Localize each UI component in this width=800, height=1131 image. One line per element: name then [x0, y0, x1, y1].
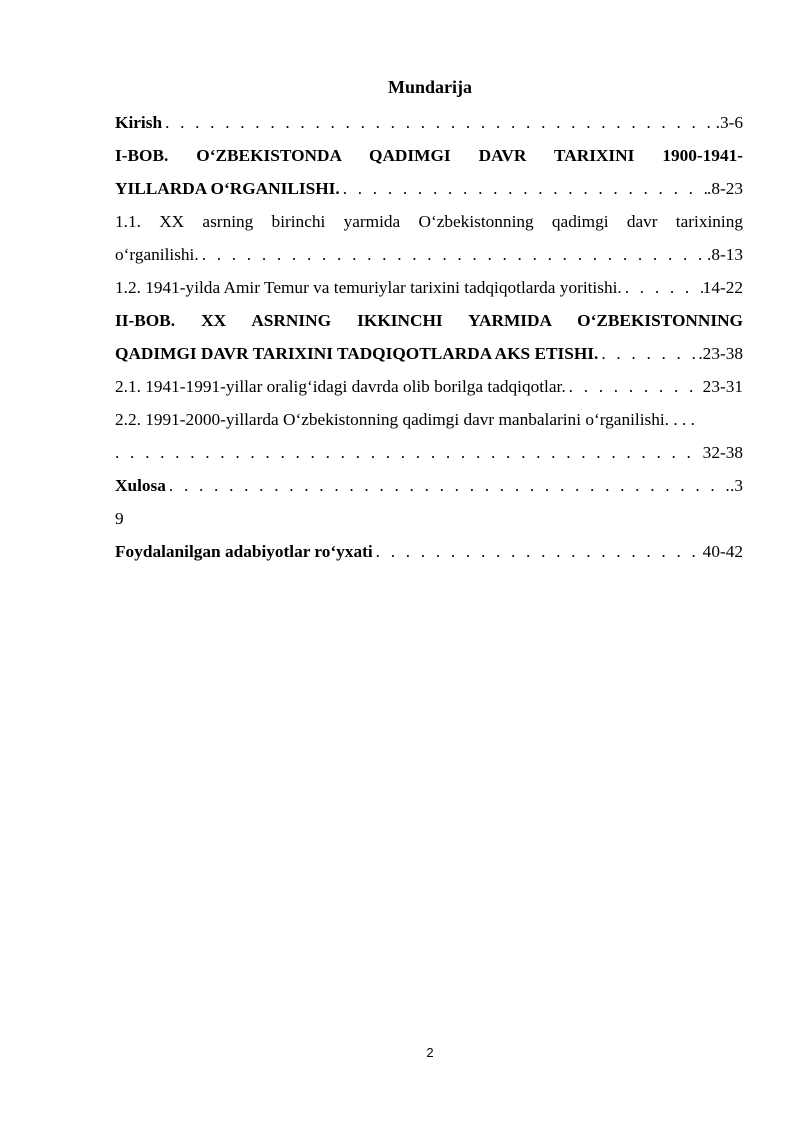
toc-page-number: 23-31: [702, 377, 743, 396]
dot-leader: [373, 535, 703, 568]
dot-leader: [115, 436, 703, 469]
toc-entry-label: Kirish: [115, 113, 163, 132]
toc-entry-label: Foydalanilgan adabiyotlar ro‘yxati: [115, 542, 373, 561]
toc-page-number: .3: [730, 476, 743, 495]
toc-page-number: 14-22: [702, 278, 743, 297]
toc-entry-chapter-2[interactable]: [115, 304, 743, 370]
toc-entry-chapter-1[interactable]: [115, 139, 743, 205]
toc-entry-section-2-1[interactable]: [115, 370, 743, 403]
toc-page-number: 32-38: [702, 443, 743, 462]
toc-entry-kirish[interactable]: [115, 106, 743, 139]
dot-leader: [566, 370, 703, 403]
page-number: 2: [426, 1045, 434, 1060]
toc-page-number: .3-6: [715, 113, 743, 132]
toc-entry-label-continued: o‘rganilishi.: [115, 245, 199, 264]
toc-entry-label: 2.2. 1991-2000-yillarda O‘zbekistonning qadimgi davr manbalarini o‘rganilishi. . . .: [115, 410, 695, 429]
toc-page-number: .23-38: [698, 344, 743, 363]
dot-leader: [340, 172, 707, 205]
toc-entry-label: 2.1. 1941-1991-yillar oralig‘idagi davrda olib borilga tadqiqotlar.: [115, 377, 566, 396]
toc-page-number-overflow: 9: [115, 509, 124, 528]
toc-page-number: .8-13: [707, 245, 743, 264]
toc-entry-xulosa[interactable]: [115, 469, 743, 535]
toc-page-number: .8-23: [707, 179, 743, 198]
toc-entry-label-continued: YILLARDA O‘RGANILISHI.: [115, 179, 340, 198]
toc-entry-label: 1.2. 1941-yilda Amir Temur va temuriylar tarixini tadqiqotlarda yoritishi.: [115, 278, 622, 297]
dot-leader: [166, 469, 730, 502]
toc-entry-section-2-2[interactable]: [115, 403, 743, 469]
toc-entry-bibliography[interactable]: [115, 535, 743, 568]
toc-entry-label: I-BOB. O‘ZBEKISTONDA QADIMGI DAVR TARIXINI 1900-1941-: [115, 146, 743, 165]
page-title: Mundarija: [387, 77, 472, 97]
toc-entry-label-continued: QADIMGI DAVR TARIXINI TADQIQOTLARDA AKS ETISHI.: [115, 344, 599, 363]
toc-entry-label: Xulosa: [115, 476, 166, 495]
toc-page-number: 40-42: [702, 542, 743, 561]
dot-leader: [622, 271, 703, 304]
dot-leader: [199, 238, 707, 271]
toc-entry-section-1-2[interactable]: [115, 271, 743, 304]
dot-leader: [598, 337, 698, 370]
toc-entry-label: 1.1. XX asrning birinchi yarmida O‘zbekistonning qadimgi davr tarixining: [115, 212, 743, 231]
toc-entry-section-1-1[interactable]: [115, 205, 743, 271]
toc-entry-label: II-BOB. XX ASRNING IKKINCHI YARMIDA O‘ZBEKISTONNING: [115, 311, 743, 330]
table-of-contents: [115, 106, 743, 568]
dot-leader: [162, 106, 716, 139]
